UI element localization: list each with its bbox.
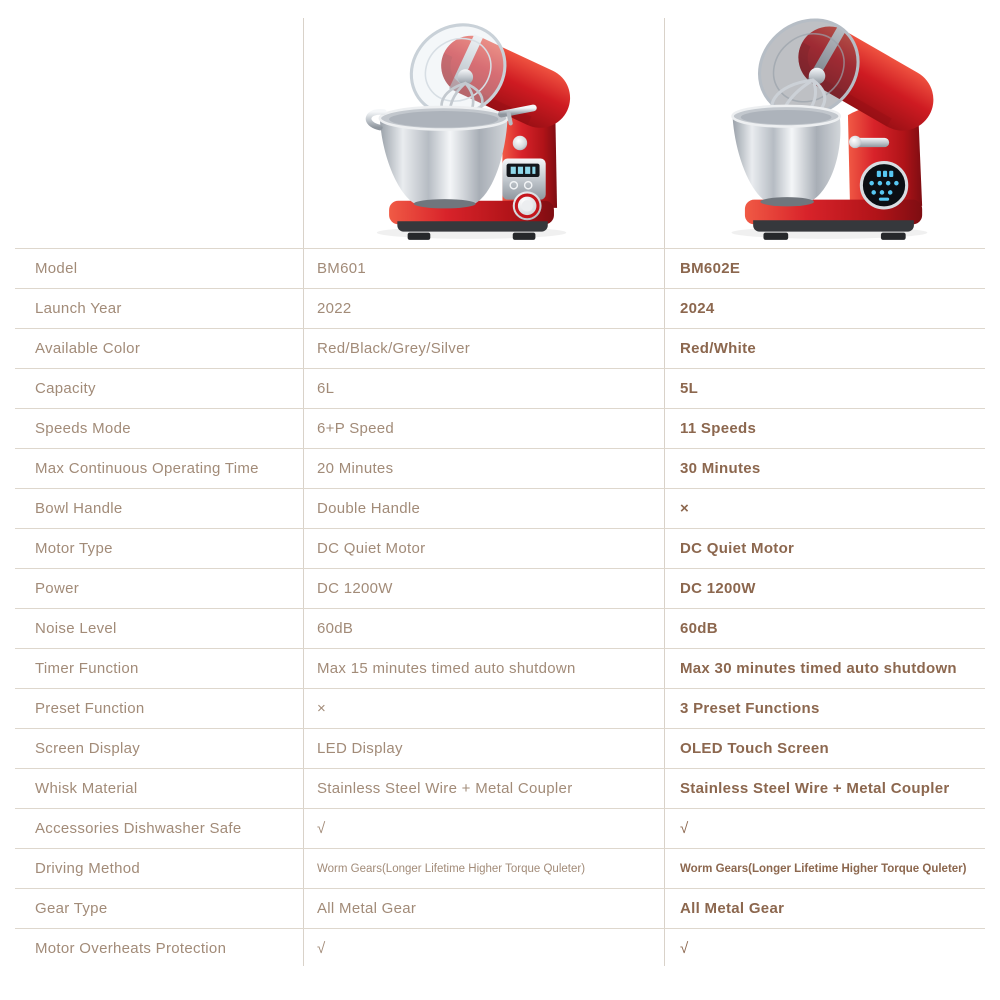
- spec-label: Timer Function: [35, 660, 139, 677]
- spec-value-bm601: 2022: [317, 300, 352, 317]
- spec-label: Motor Overheats Protection: [35, 940, 227, 957]
- spec-value-bm602e: DC Quiet Motor: [680, 540, 795, 557]
- spec-value-bm602e: ×: [680, 500, 690, 517]
- spec-value-bm602e: √: [680, 940, 689, 957]
- spec-value-bm601: LED Display: [317, 740, 403, 757]
- spec-label: Power: [35, 580, 80, 597]
- spec-value-bm601: 6+P Speed: [317, 420, 395, 437]
- table-row: [15, 568, 985, 608]
- spec-label: Model: [35, 260, 78, 277]
- spec-value-bm602e: 11 Speeds: [680, 420, 757, 437]
- spec-label: Noise Level: [35, 620, 117, 637]
- stand-mixer-red-dial-knob-icon: [352, 8, 589, 245]
- spec-value-bm601: √: [317, 940, 326, 957]
- spec-value-bm602e: 30 Minutes: [680, 460, 761, 477]
- table-row: [15, 848, 985, 888]
- spec-value-bm601: 6L: [317, 380, 335, 397]
- spec-value-bm601: Red/Black/Grey/Silver: [317, 340, 471, 357]
- table-row: [15, 608, 985, 648]
- spec-value-bm601: Worm Gears(Longer Lifetime Higher Torque Quleter): [317, 862, 586, 875]
- spec-value-bm601: DC Quiet Motor: [317, 540, 426, 557]
- spec-value-bm601: ×: [317, 700, 327, 717]
- table-row: [15, 728, 985, 768]
- product-photo-bm601: [352, 8, 589, 245]
- spec-label: Preset Function: [35, 700, 145, 717]
- spec-value-bm601: Double Handle: [317, 500, 421, 517]
- table-row: [15, 808, 985, 848]
- table-row: [15, 648, 985, 688]
- spec-label: Speeds Mode: [35, 420, 131, 437]
- spec-value-bm601: √: [317, 820, 326, 837]
- spec-label: Motor Type: [35, 540, 113, 557]
- spec-label: Whisk Material: [35, 780, 138, 797]
- spec-value-bm602e: 5L: [680, 380, 699, 397]
- spec-value-bm602e: BM602E: [680, 260, 741, 277]
- spec-label: Accessories Dishwasher Safe: [35, 820, 242, 837]
- spec-value-bm602e: 3 Preset Functions: [680, 700, 820, 717]
- spec-label: Available Color: [35, 340, 141, 357]
- table-row: [15, 368, 985, 408]
- spec-value-bm601: All Metal Gear: [317, 900, 417, 917]
- table-row: [15, 328, 985, 368]
- spec-value-bm602e: Worm Gears(Longer Lifetime Higher Torque Quleter): [680, 862, 967, 875]
- spec-value-bm602e: All Metal Gear: [680, 900, 785, 917]
- spec-label: Driving Method: [35, 860, 141, 877]
- stand-mixer-red-oled-screen-icon: [714, 8, 951, 245]
- spec-value-bm602e: 2024: [680, 300, 715, 317]
- product-photo-bm602e: [714, 8, 951, 245]
- table-row: [15, 248, 985, 288]
- spec-label: Screen Display: [35, 740, 141, 757]
- spec-value-bm602e: DC 1200W: [680, 580, 756, 597]
- table-row: [15, 928, 985, 968]
- spec-label: Launch Year: [35, 300, 122, 317]
- spec-table: [15, 248, 985, 968]
- spec-value-bm602e: √: [680, 820, 689, 837]
- table-row: [15, 408, 985, 448]
- spec-value-bm601: Max 15 minutes timed auto shutdown: [317, 660, 576, 677]
- spec-label: Max Continuous Operating Time: [35, 460, 259, 477]
- table-row: [15, 528, 985, 568]
- spec-label: Bowl Handle: [35, 500, 123, 517]
- spec-label: Capacity: [35, 380, 96, 397]
- spec-label: Gear Type: [35, 900, 108, 917]
- table-row: [15, 448, 985, 488]
- table-row: [15, 888, 985, 928]
- spec-value-bm602e: Stainless Steel Wire + Metal Coupler: [680, 780, 950, 797]
- table-row: [15, 488, 985, 528]
- spec-value-bm601: 20 Minutes: [317, 460, 394, 477]
- spec-value-bm602e: Red/White: [680, 340, 757, 357]
- spec-value-bm602e: Max 30 minutes timed auto shutdown: [680, 660, 957, 677]
- table-row: [15, 768, 985, 808]
- spec-value-bm601: 60dB: [317, 620, 354, 637]
- spec-value-bm602e: OLED Touch Screen: [680, 740, 830, 757]
- spec-value-bm602e: 60dB: [680, 620, 718, 637]
- spec-value-bm601: Stainless Steel Wire + Metal Coupler: [317, 780, 573, 797]
- spec-value-bm601: BM601: [317, 260, 367, 277]
- table-row: [15, 688, 985, 728]
- spec-value-bm601: DC 1200W: [317, 580, 393, 597]
- table-row: [15, 288, 985, 328]
